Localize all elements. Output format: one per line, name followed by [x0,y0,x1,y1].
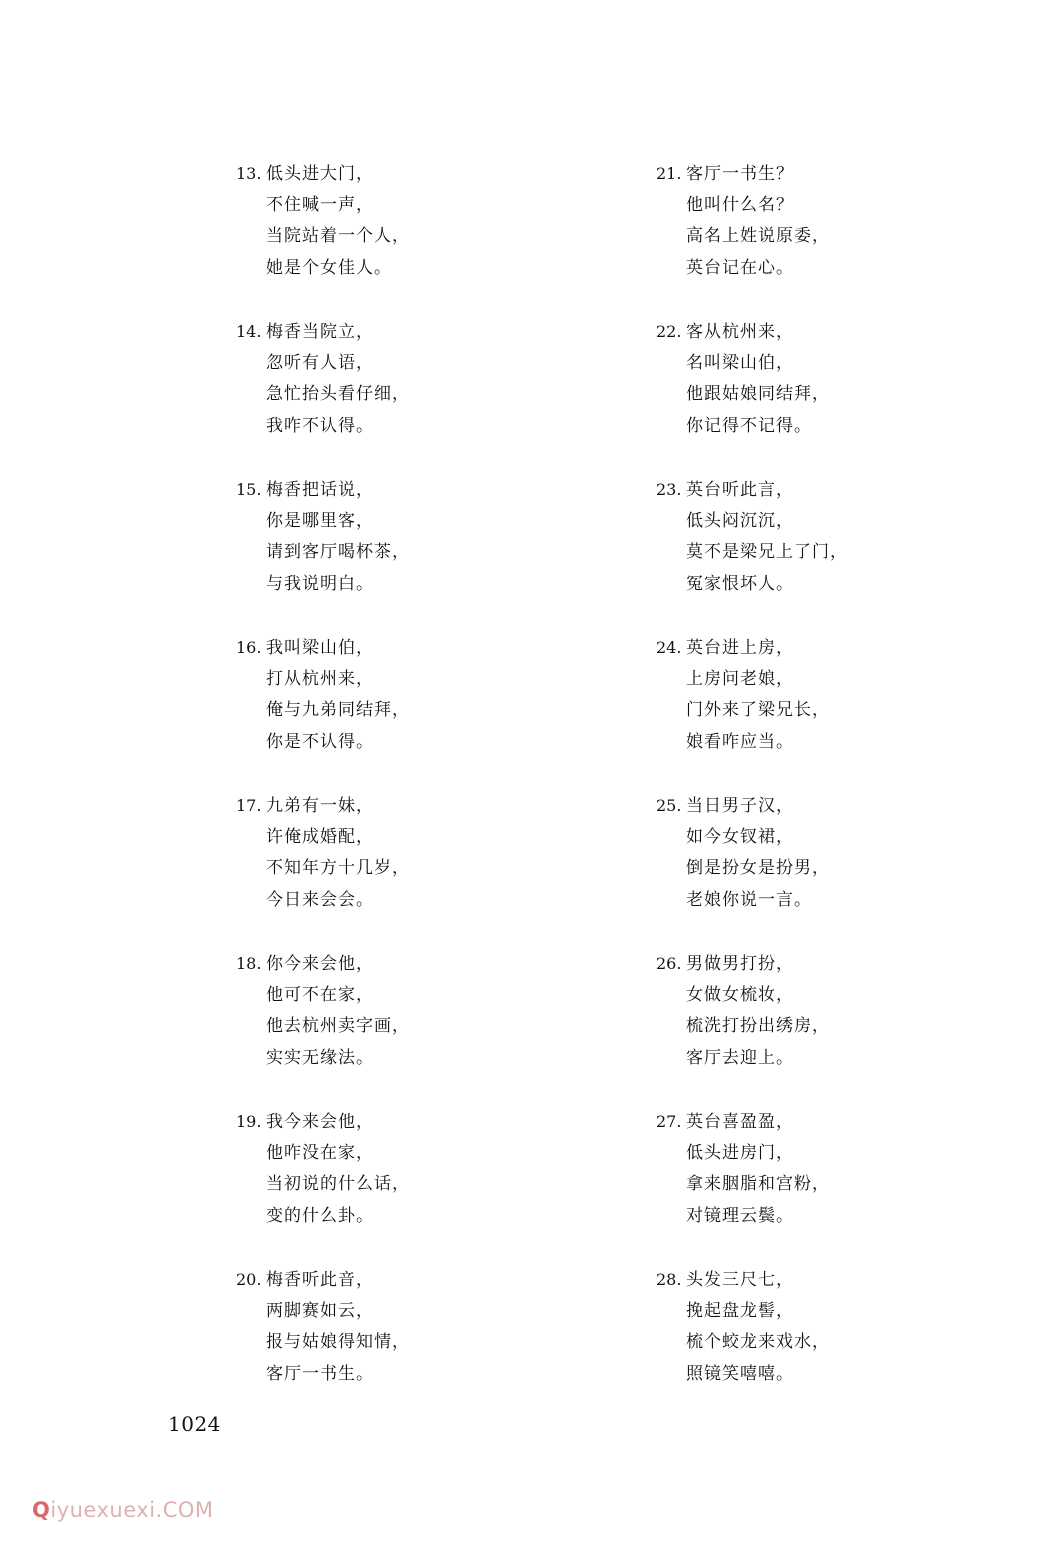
stanza-line [656,1043,986,1075]
lyric-text: 他跟姑娘同结拜， [686,384,830,404]
site-watermark [32,1498,214,1522]
right-lyrics-column [656,158,986,1422]
stanza-line [656,664,986,696]
lyric-text: 实实无缘法。 [266,1047,374,1068]
lyric-stanza [236,1264,566,1422]
stanza-line [236,1011,566,1043]
stanza-line [656,885,986,917]
lyric-text: 梅香听此音， [266,1270,374,1290]
stanza-number: 22. [656,322,682,341]
left-lyrics-column [236,158,566,1422]
stanza-first-line [656,474,986,506]
lyric-text: 我咋不认得。 [266,415,374,436]
stanza-line [236,569,566,601]
stanza-line [236,885,566,917]
stanza-number: 23. [656,480,682,499]
stanza-first-line [236,1106,566,1138]
lyric-text: 请到客厅喝杯茶， [266,542,410,562]
lyric-text: 梅香当院立， [266,322,374,342]
stanza-line [656,822,986,854]
stanza-line [236,221,566,253]
lyric-stanza [656,632,986,790]
page-number: 1024 [168,1412,221,1436]
stanza-first-line [656,632,986,664]
stanza-number: 15. [236,480,262,499]
lyric-text: 当院站着一个人， [266,226,410,246]
lyric-text: 名叫梁山伯， [686,352,794,373]
stanza-line [656,506,986,538]
stanza-line [236,506,566,538]
lyric-text: 英台记在心。 [686,257,794,278]
lyric-stanza [656,1106,986,1264]
stanza-line [656,379,986,411]
lyric-text: 当初说的什么话， [266,1174,410,1194]
stanza-first-line [236,790,566,822]
stanza-line [236,411,566,443]
stanza-first-line [236,158,566,190]
stanza-first-line [656,1106,986,1138]
stanza-line [236,190,566,222]
lyric-text: 男做男打扮， [686,954,794,974]
lyric-text: 你记得不记得。 [686,415,812,436]
lyric-text: 拿来胭脂和宫粉， [686,1174,830,1194]
lyric-text: 头发三尺七， [686,1270,794,1290]
stanza-line [236,695,566,727]
lyric-text: 你今来会他， [266,954,374,974]
lyric-text: 对镜理云鬓。 [686,1205,794,1226]
stanza-number: 18. [236,954,262,973]
stanza-line [656,1359,986,1391]
lyric-text: 低头进房门， [686,1142,794,1163]
stanza-line [656,695,986,727]
stanza-line [656,253,986,285]
stanza-line [656,569,986,601]
lyric-text: 倒是扮女是扮男， [686,858,830,878]
stanza-line [236,379,566,411]
lyric-text: 莫不是梁兄上了门， [686,542,848,562]
stanza-line [656,1327,986,1359]
watermark-text: iyuexuexi.COM [50,1498,214,1522]
lyric-stanza [236,316,566,474]
stanza-line [236,1327,566,1359]
stanza-line [236,1169,566,1201]
lyric-stanza [236,474,566,632]
stanza-line [236,664,566,696]
stanza-line [656,980,986,1012]
stanza-first-line [656,790,986,822]
lyric-text: 低头进大门， [266,164,374,184]
lyric-text: 英台进上房， [686,638,794,658]
lyric-text: 娘看咋应当。 [686,731,794,752]
stanza-line [236,1138,566,1170]
lyric-stanza [656,316,986,474]
lyric-stanza [656,158,986,316]
lyric-text: 门外来了梁兄长， [686,700,830,720]
stanza-number: 21. [656,164,682,183]
lyric-text: 英台听此言， [686,480,794,500]
stanza-first-line [656,1264,986,1296]
lyric-text: 他咋没在家， [266,1142,374,1163]
stanza-number: 13. [236,164,262,183]
stanza-line [236,1043,566,1075]
stanza-line [656,1296,986,1328]
stanza-line [236,537,566,569]
lyric-text: 报与姑娘得知情， [266,1332,410,1352]
stanza-number: 20. [236,1270,262,1289]
stanza-line [656,1201,986,1233]
stanza-line [656,348,986,380]
lyric-text: 客厅一书生。 [266,1363,374,1384]
lyric-text: 当日男子汉， [686,796,794,816]
stanza-line [236,822,566,854]
lyric-text: 如今女钗裙， [686,826,794,847]
lyric-text: 老娘你说一言。 [686,889,812,910]
stanza-line [656,727,986,759]
lyric-text: 忽听有人语， [266,352,374,373]
lyric-text: 俺与九弟同结拜， [266,700,410,720]
lyric-text: 高名上姓说原委， [686,226,830,246]
lyric-text: 他叫什么名？ [686,194,794,215]
lyric-stanza [656,1264,986,1422]
lyric-text: 我今来会他， [266,1112,374,1132]
lyric-stanza [236,1106,566,1264]
stanza-first-line [236,474,566,506]
lyric-text: 上房问老娘， [686,668,794,689]
lyric-text: 他可不在家， [266,984,374,1005]
lyric-text: 许俺成婚配， [266,826,374,847]
lyric-text: 梅香把话说， [266,480,374,500]
lyric-text: 客从杭州来， [686,322,794,342]
stanza-first-line [236,632,566,664]
lyric-text: 你是不认得。 [266,731,374,752]
lyric-stanza [656,948,986,1106]
stanza-number: 28. [656,1270,682,1289]
stanza-line [656,411,986,443]
stanza-line [656,853,986,885]
stanza-number: 19. [236,1112,262,1131]
stanza-line [656,1138,986,1170]
stanza-line [236,1359,566,1391]
stanza-number: 24. [656,638,682,657]
stanza-number: 17. [236,796,262,815]
lyric-text: 急忙抬头看仔细， [266,384,410,404]
stanza-number: 27. [656,1112,682,1131]
lyric-text: 客厅去迎上。 [686,1047,794,1068]
lyric-text: 英台喜盈盈， [686,1112,794,1132]
lyric-text: 客厅一书生？ [686,164,794,184]
stanza-line [236,348,566,380]
lyric-text: 变的什么卦。 [266,1205,374,1226]
lyric-stanza [656,790,986,948]
stanza-line [656,1169,986,1201]
lyric-text: 两脚赛如云， [266,1300,374,1321]
stanza-line [656,537,986,569]
lyric-text: 冤家恨坏人。 [686,573,794,594]
stanza-first-line [656,158,986,190]
stanza-line [236,727,566,759]
lyric-text: 梳个蛟龙来戏水， [686,1332,830,1352]
stanza-line [236,253,566,285]
lyric-text: 打从杭州来， [266,668,374,689]
lyric-stanza [236,790,566,948]
lyric-text: 他去杭州卖字画， [266,1016,410,1036]
lyric-text: 不住喊一声， [266,194,374,215]
lyric-stanza [656,474,986,632]
stanza-number: 26. [656,954,682,973]
stanza-line [236,1296,566,1328]
stanza-line [236,1201,566,1233]
stanza-first-line [236,948,566,980]
lyric-text: 与我说明白。 [266,573,374,594]
stanza-first-line [656,948,986,980]
lyric-stanza [236,158,566,316]
stanza-line [656,1011,986,1043]
lyric-stanza [236,948,566,1106]
stanza-line [656,190,986,222]
stanza-first-line [236,1264,566,1296]
stanza-first-line [656,316,986,348]
lyric-text: 她是个女佳人。 [266,257,392,278]
stanza-line [236,853,566,885]
lyric-text: 梳洗打扮出绣房， [686,1016,830,1036]
lyric-stanza [236,632,566,790]
stanza-number: 14. [236,322,262,341]
stanza-line [236,980,566,1012]
stanza-first-line [236,316,566,348]
stanza-number: 16. [236,638,262,657]
lyric-text: 挽起盘龙髻， [686,1300,794,1321]
lyric-text: 不知年方十几岁， [266,858,410,878]
watermark-logo-letter: Q [32,1498,51,1522]
lyric-text: 低头闷沉沉， [686,510,794,531]
lyric-text: 九弟有一妹， [266,796,374,816]
lyric-text: 我叫梁山伯， [266,638,374,658]
lyric-text: 照镜笑嘻嘻。 [686,1363,794,1384]
lyric-text: 今日来会会。 [266,889,374,910]
stanza-line [656,221,986,253]
lyric-text: 你是哪里客， [266,510,374,531]
lyric-text: 女做女梳妆， [686,984,794,1005]
stanza-number: 25. [656,796,682,815]
